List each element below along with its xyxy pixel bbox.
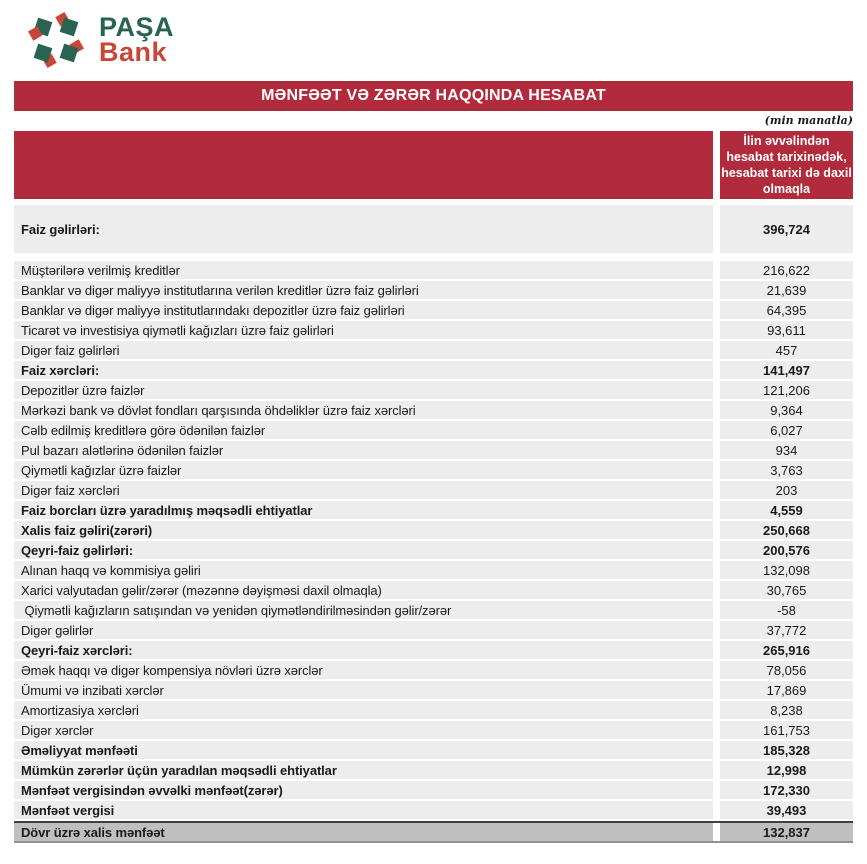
column-gap <box>713 681 720 699</box>
table-row <box>14 641 853 659</box>
row-label: Faiz borcları üzrə yaradılmış məqsədli ehtiyatlar <box>14 501 713 519</box>
column-gap <box>713 401 720 419</box>
table-row <box>14 301 853 319</box>
table-header-label-cell <box>14 131 713 199</box>
row-label: Əməliyyat mənfəəti <box>14 741 713 759</box>
table-row <box>14 781 853 799</box>
table-row <box>14 441 853 459</box>
row-value: 250,668 <box>720 521 853 539</box>
row-value: 8,238 <box>720 701 853 719</box>
row-label: Müştərilərə verilmiş kreditlər <box>14 261 713 279</box>
column-gap <box>713 781 720 799</box>
column-gap <box>713 541 720 559</box>
unit-note: (min manatla) <box>764 114 853 127</box>
row-label: Mənfəət vergisindən əvvəlki mənfəət(zərər) <box>14 781 713 799</box>
row-value: 64,395 <box>720 301 853 319</box>
table-row <box>14 361 853 379</box>
row-label: Digər gəlirlər <box>14 621 713 639</box>
table-row <box>14 581 853 599</box>
row-value: 30,765 <box>720 581 853 599</box>
table-body <box>14 205 853 843</box>
column-gap <box>713 661 720 679</box>
row-value: 396,724 <box>720 205 853 253</box>
table-row <box>14 401 853 419</box>
column-gap <box>713 501 720 519</box>
row-value: 21,639 <box>720 281 853 299</box>
row-value: 161,753 <box>720 721 853 739</box>
row-value: 37,772 <box>720 621 853 639</box>
row-value: 172,330 <box>720 781 853 799</box>
report-title: MƏNFƏƏT VƏ ZƏRƏR HAQQINDA HESABAT <box>261 87 606 104</box>
column-gap <box>713 381 720 399</box>
row-value: 6,027 <box>720 421 853 439</box>
table-row <box>14 205 853 253</box>
row-label: Mümkün zərərlər üçün yaradılan məqsədli ehtiyatlar <box>14 761 713 779</box>
row-label: Alınan haqq və kommisiya gəliri <box>14 561 713 579</box>
row-value: -58 <box>720 601 853 619</box>
row-label: Mərkəzi bank və dövlət fondları qarşısında öhdəliklər üzrə faiz xərcləri <box>14 401 713 419</box>
table-row <box>14 821 853 843</box>
row-value: 216,622 <box>720 261 853 279</box>
row-label: Dövr üzrə xalis mənfəət <box>14 823 713 841</box>
row-label: Xalis faiz gəliri(zərəri) <box>14 521 713 539</box>
logo-wordmark <box>99 12 175 67</box>
row-label: Xarici valyutadan gəlir/zərər (məzənnə dəyişməsi daxil olmaqla) <box>14 581 713 599</box>
row-value: 141,497 <box>720 361 853 379</box>
report-title-bar <box>14 81 853 111</box>
column-gap <box>713 281 720 299</box>
table-row <box>14 501 853 519</box>
column-gap <box>713 521 720 539</box>
row-label: Qeyri-faiz gəlirləri: <box>14 541 713 559</box>
table-row <box>14 261 853 279</box>
row-label: Qeyri-faiz xərcləri: <box>14 641 713 659</box>
table-row <box>14 421 853 439</box>
column-gap <box>713 261 720 279</box>
column-gap <box>713 601 720 619</box>
table-row <box>14 481 853 499</box>
row-label: Depozitlər üzrə faizlər <box>14 381 713 399</box>
column-gap <box>713 131 720 199</box>
row-value: 39,493 <box>720 801 853 819</box>
column-gap <box>713 801 720 819</box>
row-label: Amortizasiya xərcləri <box>14 701 713 719</box>
row-label: Qiymətli kağızların satışından və yenidən qiymətləndirilməsindən gəlir/zərər <box>14 601 713 619</box>
column-gap <box>713 701 720 719</box>
row-label: Faiz xərcləri: <box>14 361 713 379</box>
pasha-bank-logo <box>0 0 867 71</box>
table-row <box>14 741 853 759</box>
column-gap <box>713 461 720 479</box>
column-gap <box>713 741 720 759</box>
row-value: 121,206 <box>720 381 853 399</box>
row-value: 457 <box>720 341 853 359</box>
row-value: 78,056 <box>720 661 853 679</box>
row-value: 200,576 <box>720 541 853 559</box>
row-value: 3,763 <box>720 461 853 479</box>
row-label: Digər xərclər <box>14 721 713 739</box>
row-value: 185,328 <box>720 741 853 759</box>
table-row <box>14 541 853 559</box>
column-gap <box>713 823 720 841</box>
pnl-table <box>14 131 853 843</box>
table-row <box>14 341 853 359</box>
table-row <box>14 761 853 779</box>
table-row <box>14 601 853 619</box>
table-row <box>14 321 853 339</box>
row-label: Pul bazarı alətlərinə ödənilən faizlər <box>14 441 713 459</box>
table-row <box>14 561 853 579</box>
row-value: 4,559 <box>720 501 853 519</box>
column-gap <box>713 301 720 319</box>
row-value: 93,611 <box>720 321 853 339</box>
row-value: 265,916 <box>720 641 853 659</box>
column-gap <box>713 321 720 339</box>
column-gap <box>713 761 720 779</box>
table-row <box>14 701 853 719</box>
table-row <box>14 721 853 739</box>
row-value: 132,837 <box>720 823 853 841</box>
logo-subtitle: Bank <box>99 37 168 67</box>
row-label: Cəlb edilmiş kreditlərə görə ödənilən faizlər <box>14 421 713 439</box>
table-row <box>14 281 853 299</box>
column-gap <box>713 421 720 439</box>
column-gap <box>713 341 720 359</box>
row-label: Digər faiz gəlirləri <box>14 341 713 359</box>
table-row <box>14 661 853 679</box>
row-label: Əmək haqqı və digər kompensiya növləri üzrə xərclər <box>14 661 713 679</box>
row-value: 203 <box>720 481 853 499</box>
row-value: 132,098 <box>720 561 853 579</box>
row-label: Faiz gəlirləri: <box>14 205 713 253</box>
row-label: Mənfəət vergisi <box>14 801 713 819</box>
row-label: Banklar və digər maliyyə institutlarına verilən kreditlər üzrə faiz gəlirləri <box>14 281 713 299</box>
column-gap <box>713 641 720 659</box>
table-row <box>14 801 853 819</box>
table-header-row <box>14 131 853 199</box>
column-gap <box>713 721 720 739</box>
column-gap <box>713 621 720 639</box>
table-row <box>14 381 853 399</box>
row-label: Ümumi və inzibati xərclər <box>14 681 713 699</box>
row-value: 9,364 <box>720 401 853 419</box>
column-gap <box>713 361 720 379</box>
table-row <box>14 521 853 539</box>
row-label: Ticarət və investisiya qiymətli kağızları üzrə faiz gəlirləri <box>14 321 713 339</box>
row-label: Qiymətli kağızlar üzrə faizlər <box>14 461 713 479</box>
row-label: Banklar və digər maliyyə institutlarındakı depozitlər üzrə faiz gəlirləri <box>14 301 713 319</box>
column-gap <box>713 441 720 459</box>
table-header-value-cell: İlin əvvəlindən hesabat tarixinədək, hesabat tarixi də daxil olmaqla <box>720 131 853 199</box>
pasha-bank-pinwheel-icon <box>25 9 87 71</box>
table-row <box>14 681 853 699</box>
column-gap <box>713 481 720 499</box>
table-row <box>14 461 853 479</box>
row-value: 17,869 <box>720 681 853 699</box>
column-gap <box>713 205 720 253</box>
logo-title: PAŞA <box>99 12 175 42</box>
column-gap <box>713 561 720 579</box>
row-label: Digər faiz xərcləri <box>14 481 713 499</box>
row-value: 12,998 <box>720 761 853 779</box>
table-row <box>14 621 853 639</box>
column-gap <box>713 581 720 599</box>
row-value: 934 <box>720 441 853 459</box>
